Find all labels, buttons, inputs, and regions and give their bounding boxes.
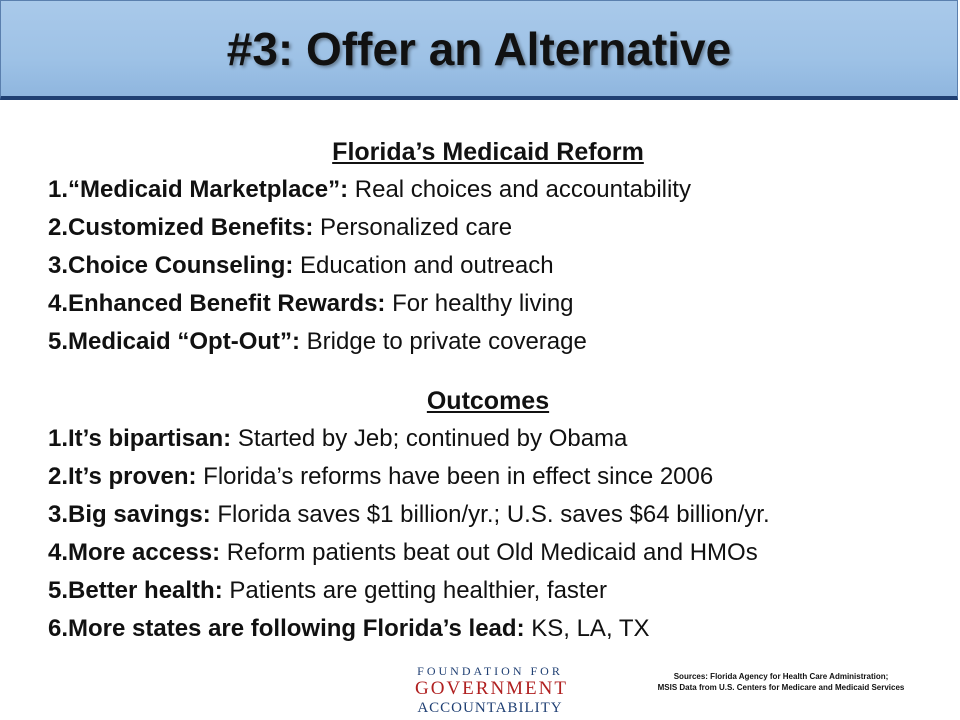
logo-line-government: GOVERNMENT xyxy=(415,678,568,699)
sources-line-1: Sources: Florida Agency for Health Care Administration; xyxy=(673,672,889,681)
outcome-item: 3.Big savings: Florida saves $1 billion/yr.; U.S. saves $64 billion/yr. xyxy=(48,501,770,528)
outcomes-list xyxy=(48,420,770,648)
outcome-item: 4.More access: Reform patients beat out Old Medicaid and HMOs xyxy=(48,539,758,566)
outcome-item: 1.It’s bipartisan: Started by Jeb; continued by Obama xyxy=(48,425,628,452)
reform-list xyxy=(48,171,691,361)
fga-logo xyxy=(415,664,568,717)
outcome-item: 2.It’s proven: Florida’s reforms have been in effect since 2006 xyxy=(48,463,714,490)
logo-line-accountability: ACCOUNTABILITY xyxy=(417,700,563,716)
reform-item: 1.“Medicaid Marketplace”: Real choices and accountability xyxy=(48,176,691,203)
reform-item: 4.Enhanced Benefit Rewards: For healthy living xyxy=(48,290,574,317)
slide-title: #3: Offer an Alternative xyxy=(226,23,732,75)
reform-item: 5.Medicaid “Opt-Out”: Bridge to private coverage xyxy=(48,328,587,355)
outcome-item: 6.More states are following Florida’s lead: KS, LA, TX xyxy=(48,615,650,642)
reform-item: 2.Customized Benefits: Personalized care xyxy=(48,214,513,241)
reform-item: 3.Choice Counseling: Education and outreach xyxy=(48,252,554,279)
sources-note xyxy=(620,671,942,693)
sources-line-2: MSIS Data from U.S. Centers for Medicare and Medicaid Services xyxy=(657,683,905,692)
outcomes-heading: Outcomes xyxy=(426,387,550,415)
logo-line-foundation: FOUNDATION FOR xyxy=(417,664,563,678)
outcome-item: 5.Better health: Patients are getting healthier, faster xyxy=(48,577,607,604)
reform-heading: Florida’s Medicaid Reform xyxy=(332,138,644,166)
